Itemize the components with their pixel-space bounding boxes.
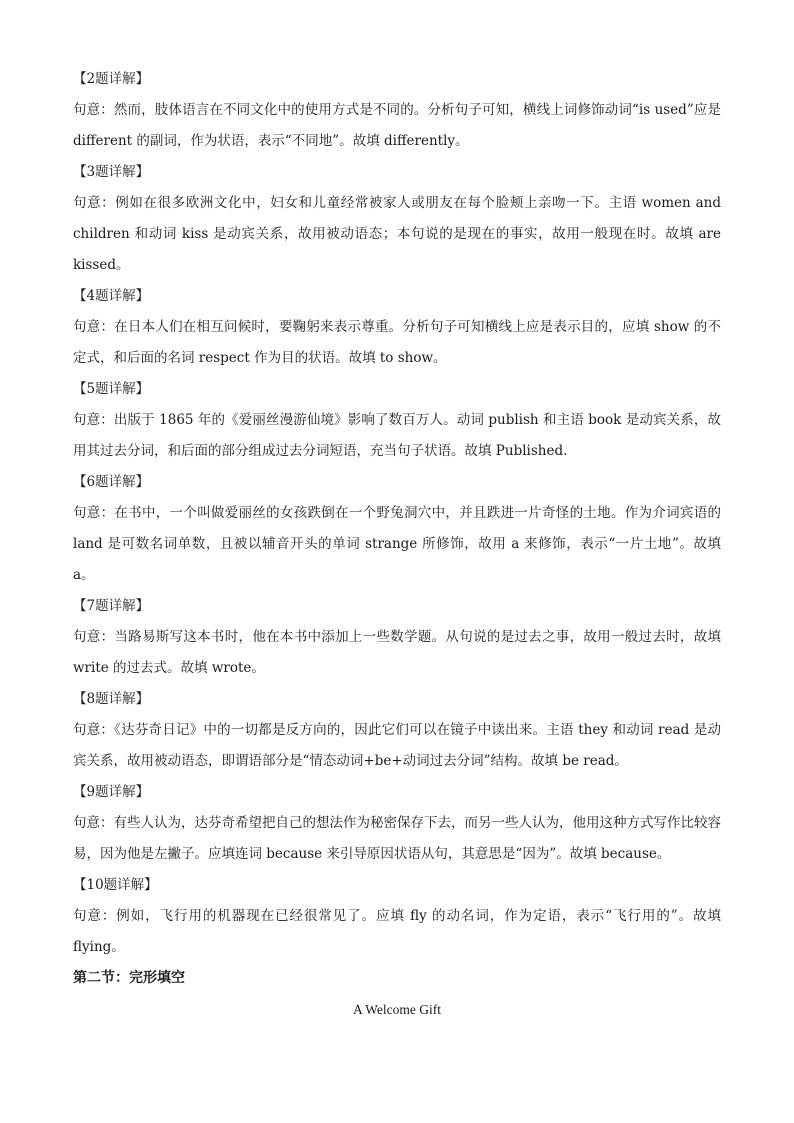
passage-title: A Welcome Gift	[353, 1002, 441, 1017]
explanation-item	[73, 591, 721, 684]
question-explanation: 句意：出版于 1865 年的《爱丽丝漫游仙境》影响了数百万人。动词 publish 和主语 book 是动宾关系，故用其过去分词，和后面的部分组成过去分词短语，充当句子状语。故填 Published.	[73, 412, 721, 459]
question-heading: 【10题详解】	[73, 877, 158, 893]
question-explanation: 句意：例如在很多欧洲文化中，妇女和儿童经常被家人或朋友在每个脸颊上亲吻一下。主语 women and children 和动词 kiss 是动宾关系，故用被动语态；本句说的是现在的事实，故用一般现在时。故填 are kissed。	[73, 195, 721, 273]
explanation-content	[73, 64, 721, 1025]
question-explanation: 句意：在日本人们在相互问候时，要鞠躬来表示尊重。分析句子可知横线上应是表示目的，应填 show 的不定式，和后面的名词 respect 作为目的状语。故填 to show。	[73, 319, 721, 366]
explanation-item	[73, 467, 721, 591]
question-heading: 【3题详解】	[73, 164, 150, 180]
explanation-item	[73, 684, 721, 777]
question-explanation: 句意：《达芬奇日记》中的一切都是反方向的，因此它们可以在镜子中读出来。主语 they 和动词 read 是动宾关系，故用被动语态，即谓语部分是“情态动词+be+动词过去分词”结构。故填 be read。	[73, 722, 721, 769]
question-heading: 【8题详解】	[73, 691, 150, 707]
question-heading: 【9题详解】	[73, 784, 150, 800]
question-explanation: 句意：当路易斯写这本书时，他在本书中添加上一些数学题。从句说的是过去之事，故用一般过去时，故填 write 的过去式。故填 wrote。	[73, 629, 721, 676]
explanation-item	[73, 64, 721, 157]
explanation-item	[73, 374, 721, 467]
question-heading: 【2题详解】	[73, 71, 150, 87]
question-heading: 【6题详解】	[73, 474, 150, 490]
question-heading: 【5题详解】	[73, 381, 150, 397]
question-heading: 【4题详解】	[73, 288, 150, 304]
question-explanation: 句意：然而，肢体语言在不同文化中的使用方式是不同的。分析句子可知，横线上词修饰动词“is used”应是 different 的副词，作为状语，表示“不同地”。故填 differently。	[73, 102, 721, 149]
explanation-item	[73, 281, 721, 374]
section-title: 第二节：完形填空	[73, 970, 185, 986]
explanation-item	[73, 777, 721, 870]
question-explanation: 句意：有些人认为，达芬奇希望把自己的想法作为秘密保存下去，而另一些人认为，他用这种方式写作比较容易，因为他是左撇子。应填连词 because 来引导原因状语从句，其意思是“因为”。故填 because。	[73, 815, 721, 862]
question-explanation: 句意：例如，飞行用的机器现在已经很常见了。应填 fly 的动名词，作为定语，表示“飞行用的”。故填 flying。	[73, 908, 721, 955]
question-explanation: 句意：在书中，一个叫做爱丽丝的女孩跌倒在一个野兔洞穴中，并且跌进一片奇怪的土地。作为介词宾语的 land 是可数名词单数，且被以辅音开头的单词 strange 所修饰，故用 a 来修饰，表示“一片土地”。故填 a。	[73, 505, 721, 583]
question-heading: 【7题详解】	[73, 598, 150, 614]
explanation-item	[73, 870, 721, 963]
explanation-item	[73, 157, 721, 281]
